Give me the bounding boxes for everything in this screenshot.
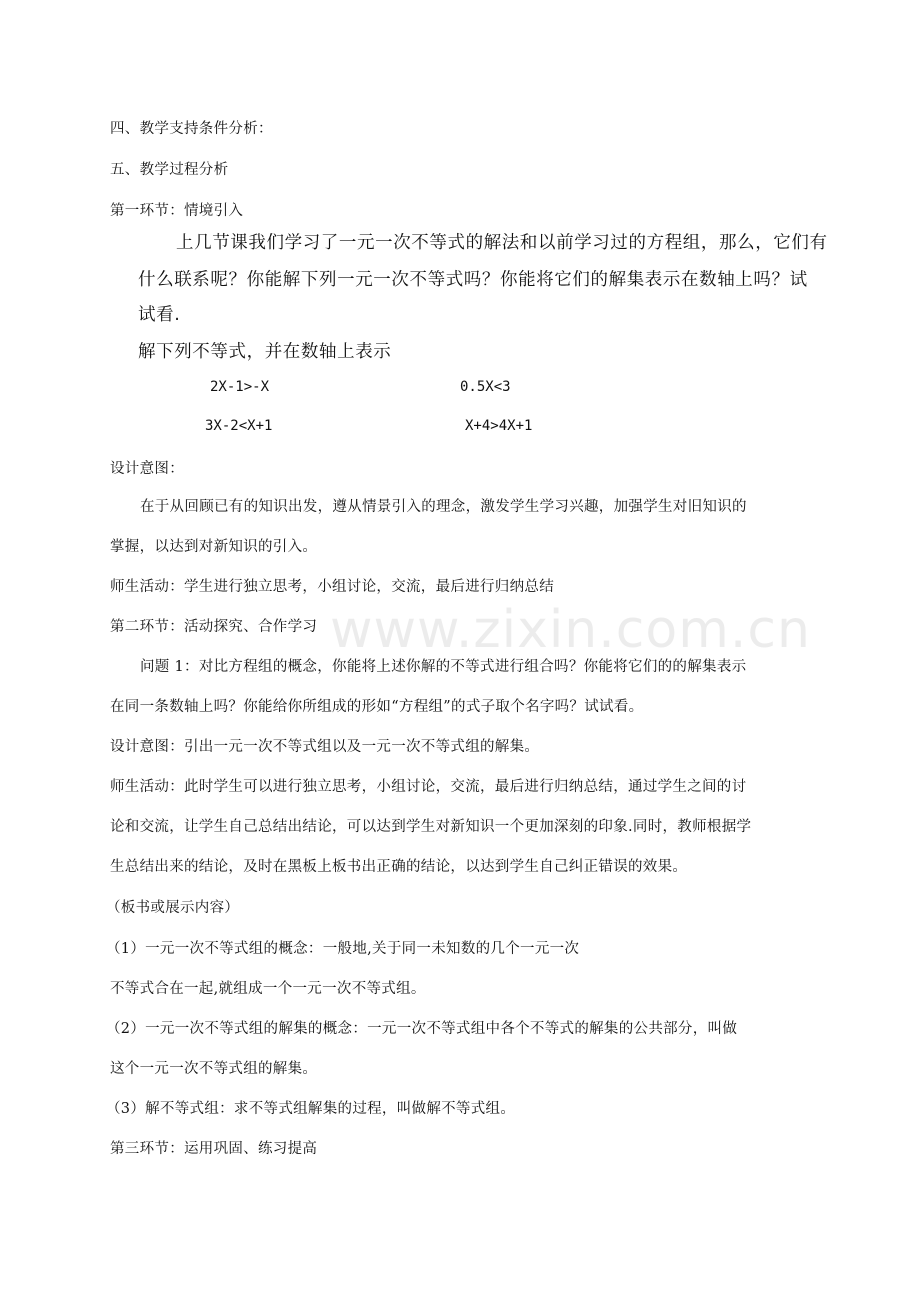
inequality-1: 2X-1>-X: [210, 379, 270, 395]
design-intent-2: 设计意图：引出一元一次不等式组以及一元一次不等式组的解集。: [110, 739, 540, 755]
design-intent-label: 设计意图：: [110, 461, 184, 477]
question-1-line-1: 问题 1：对比方程组的概念，你能将上述你解的不等式进行组合吗？你能将它们的的解集表示: [140, 659, 747, 675]
board-item-2-line-1: （2）一元一次不等式组的解集的概念：一元一次不等式组中各个不等式的解集的公共部分，叫做: [106, 1021, 738, 1037]
step-heading-3: 第三环节：运用巩固、练习提高: [110, 1141, 318, 1157]
question-1-line-2: 在同一条数轴上吗？你能给你所组成的形如“方程组”的式子取个名字吗？试试看。: [110, 699, 644, 715]
board-item-1-line-2: 不等式合在一起,就组成一个一元一次不等式组。: [110, 981, 426, 997]
step-heading-2: 第二环节：活动探究、合作学习: [110, 619, 318, 635]
intro-paragraph-line-3: 试看.: [138, 305, 181, 325]
board-content-label: （板书或展示内容）: [106, 900, 240, 916]
board-item-2-line-2: 这个一元一次不等式组的解集。: [110, 1061, 318, 1077]
step-heading-1: 第一环节：情境引入: [110, 203, 244, 219]
board-item-3: （3）解不等式组：求不等式组解集的过程，叫做解不等式组。: [106, 1101, 516, 1117]
teacher-student-activity-2-line-3: 生总结出来的结论，及时在黑板上板书出正确的结论，以达到学生自己纠正错误的效果。: [110, 859, 688, 875]
section-heading-5: 五、教学过程分析: [110, 162, 229, 178]
design-intent-line-2: 掌握，以达到对新知识的引入。: [110, 539, 318, 555]
inequality-4: X+4>4X+1: [465, 418, 533, 434]
teacher-student-activity-2-line-1: 师生活动：此时学生可以进行独立思考，小组讨论，交流，最后进行归纳总结，通过学生之间的讨: [110, 779, 747, 795]
teacher-student-activity-1: 师生活动：学生进行独立思考，小组讨论，交流，最后进行归纳总结: [110, 579, 554, 595]
intro-paragraph-line-2: 什么联系呢？你能解下列一元一次不等式吗？你能将它们的解集表示在数轴上吗？试: [138, 270, 808, 290]
exercise-instruction: 解下列不等式，并在数轴上表示: [138, 342, 392, 362]
watermark: www.zixin.com.cn: [330, 600, 811, 660]
board-item-1-line-1: （1）一元一次不等式组的概念：一般地,关于同一未知数的几个一元一次: [106, 941, 580, 957]
intro-paragraph-line-1: 上几节课我们学习了一元一次不等式的解法和以前学习过的方程组，那么，它们有: [176, 233, 828, 253]
section-heading-4: 四、教学支持条件分析：: [110, 121, 273, 137]
inequality-2: 0.5X<3: [460, 379, 511, 395]
inequality-3: 3X-2<X+1: [205, 418, 273, 434]
teacher-student-activity-2-line-2: 论和交流，让学生自己总结出结论，可以达到学生对新知识一个更加深刻的印象.同时，教师根据学: [110, 819, 752, 835]
design-intent-line-1: 在于从回顾已有的知识出发，遵从情景引入的理念，激发学生学习兴趣，加强学生对旧知识的: [140, 499, 747, 515]
